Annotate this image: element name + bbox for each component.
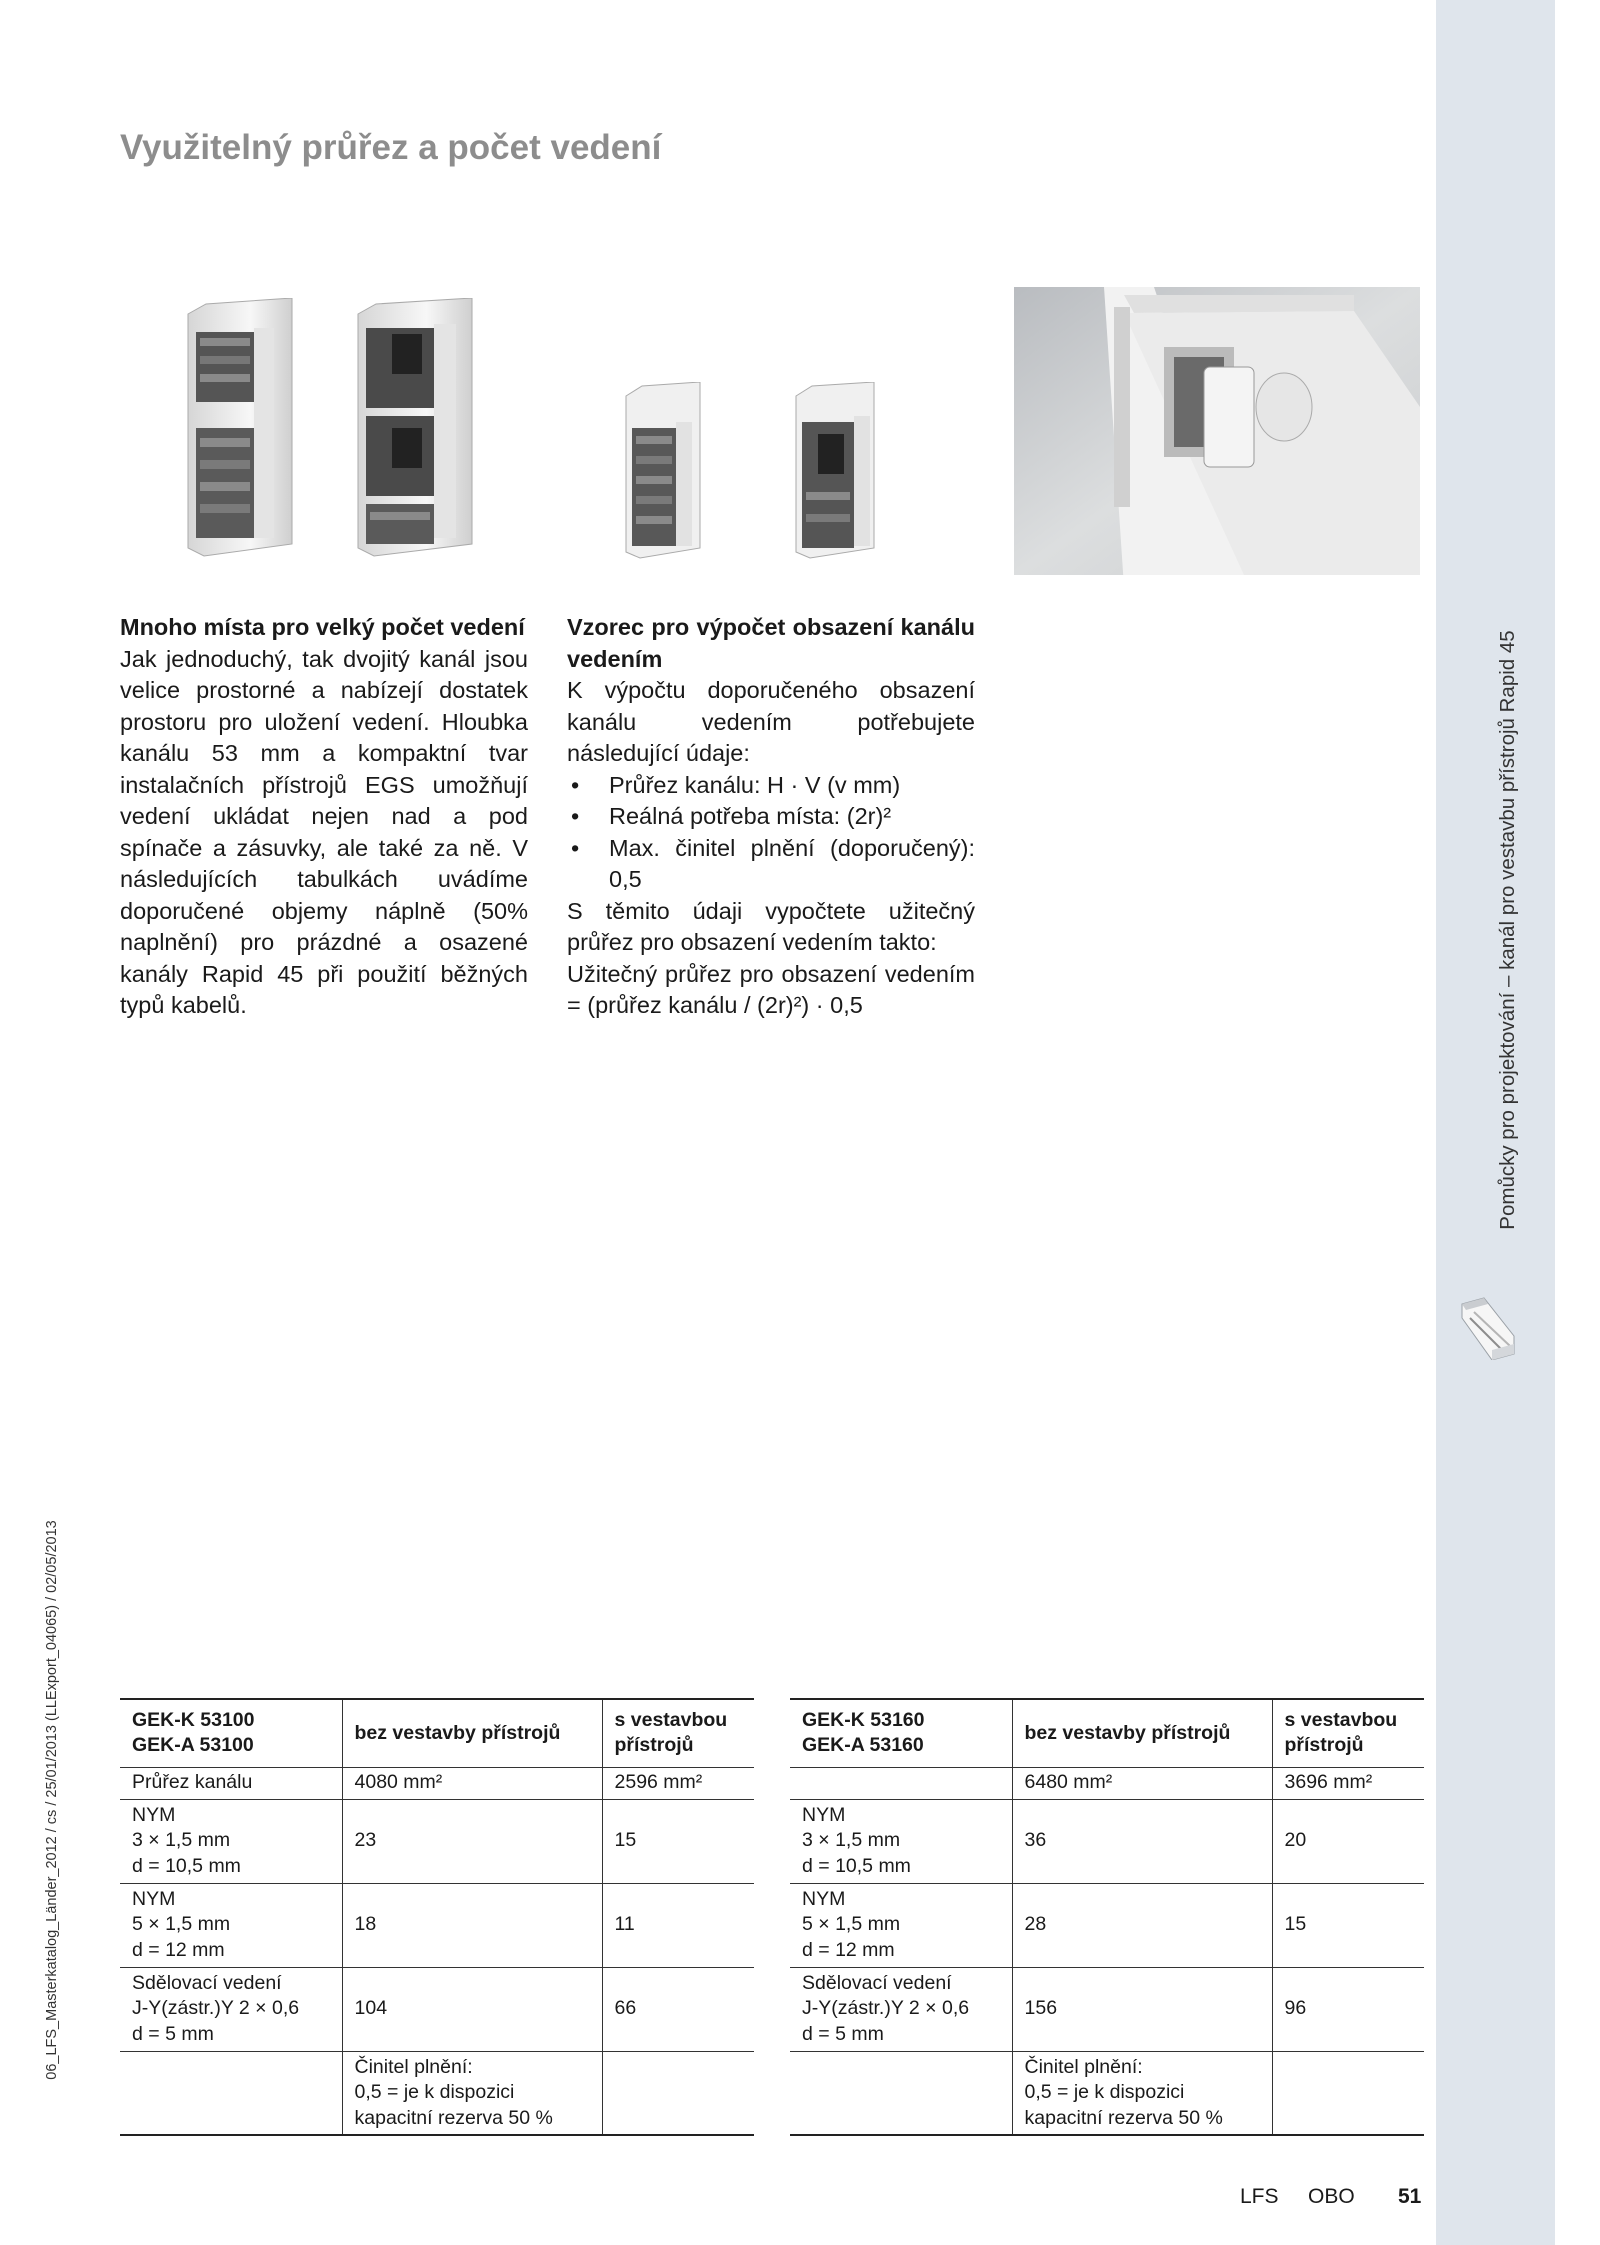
- table-row: [120, 1767, 754, 1799]
- table-cell: NYM 5 × 1,5 mm d = 12 mm: [802, 1887, 901, 1961]
- table-cell: 23: [342, 1799, 602, 1883]
- table-cell: [120, 2051, 342, 2135]
- capacity-table-53100: [120, 1698, 754, 2136]
- table-header-cell: bez vestavby přístrojů: [1012, 1699, 1272, 1767]
- table-cell: 96: [1272, 1967, 1424, 2051]
- table-cell: 156: [1012, 1967, 1272, 2051]
- table-cell: [602, 2051, 754, 2135]
- table-cell: 36: [1012, 1799, 1272, 1883]
- table-cell: 15: [1272, 1883, 1424, 1967]
- table-cell: Činitel plnění: 0,5 = je k dispozici kapacitní rezerva 50 %: [342, 2051, 602, 2135]
- list-item: • Max. činitel plnění (doporučený): 0,5: [567, 833, 975, 896]
- table-cell: Činitel plnění: 0,5 = je k dispozici kapacitní rezerva 50 %: [1012, 2051, 1272, 2135]
- table-row: [120, 1967, 754, 2051]
- col2-formula: Užitečný průřez pro obsazení vedením = (průřez kanálu / (2r)²) · 0,5: [567, 960, 975, 1018]
- table-cell: 4080 mm²: [342, 1767, 602, 1799]
- capacity-table-53160: [790, 1698, 1424, 2136]
- table-cell: 20: [1272, 1799, 1424, 1883]
- table-cell: 28: [1012, 1883, 1272, 1967]
- col1-body: Jak jednoduchý, tak dvojitý kanál jsou velice prostorné a nabízejí dostatek prostoru pro uložení vedení. Hloubka kanálu 53 mm a kompaktní tvar instalačních přístrojů EGS umožňují vedení ukládat nejen nad a pod spínače a zásuvky, ale také za ně. V následujících tabulkách uvádíme doporučené objemy náplně (50% naplnění) pro prázdné a osazené kanály Rapid 45 při použití běžných typů kabelů.: [120, 645, 528, 1018]
- double-channel-photo: [182, 298, 482, 560]
- table-cell: [790, 2051, 1012, 2135]
- list-item: • Průřez kanálu: H · V (v mm): [567, 770, 975, 802]
- table-header-cell: s vestavbou přístrojů: [602, 1699, 754, 1767]
- text-column-1: [120, 612, 528, 1022]
- table-row: [120, 1799, 754, 1883]
- table-cell: 15: [602, 1799, 754, 1883]
- col2-bullet-list: [567, 770, 975, 896]
- table-header-cell: GEK-K 53100 GEK-A 53100: [132, 1708, 255, 1757]
- file-meta: 06_LFS_Masterkatalog_Länder_2012 / cs / 25/01/2013 (LLExport_04065) / 02/05/2013: [44, 1520, 60, 2080]
- page-number: 51: [1398, 2185, 1422, 2208]
- page-title: Využitelný průřez a počet vedení: [120, 128, 662, 167]
- table-cell: NYM 3 × 1,5 mm d = 10,5 mm: [132, 1803, 241, 1877]
- list-item: • Reálná potřeba místa: (2r)²: [567, 801, 975, 833]
- table-cell: Sdělovací vedení J-Y(zástr.)Y 2 × 0,6 d = 5 mm: [132, 1971, 300, 2045]
- table-cell: 6480 mm²: [1012, 1767, 1272, 1799]
- table-row: [790, 1967, 1424, 2051]
- table-cell: Průřez kanálu: [132, 1771, 253, 1794]
- footer-brand-obo: OBO: [1308, 2185, 1355, 2208]
- footer-brand-lfs: LFS: [1240, 2185, 1279, 2208]
- table-cell: [1272, 2051, 1424, 2135]
- installed-channel-photo: [1014, 287, 1420, 575]
- table-cell: 2596 mm²: [602, 1767, 754, 1799]
- table-cell: 66: [602, 1967, 754, 2051]
- table-cell: NYM 3 × 1,5 mm d = 10,5 mm: [802, 1803, 911, 1877]
- table-cell: Sdělovací vedení J-Y(zástr.)Y 2 × 0,6 d = 5 mm: [802, 1971, 970, 2045]
- text-column-2: [567, 612, 975, 1022]
- table-header-cell: GEK-K 53160 GEK-A 53160: [802, 1708, 925, 1757]
- channel-thumbnail-icon: [1456, 1296, 1518, 1360]
- table-cell: 3696 mm²: [1272, 1767, 1424, 1799]
- table-header-cell: s vestavbou přístrojů: [1272, 1699, 1424, 1767]
- col1-heading: Mnoho místa pro velký počet vedení: [120, 614, 525, 640]
- table-row: [120, 1883, 754, 1967]
- table-row: [790, 2051, 1424, 2135]
- col2-intro: K výpočtu doporučeného obsazení kanálu vedením potřebujete následující údaje:: [567, 677, 975, 766]
- table-cell: 18: [342, 1883, 602, 1967]
- table-cell: 104: [342, 1967, 602, 2051]
- col2-text: S těmito údaji vypočtete užitečný průřez pro obsazení vedením takto:: [567, 897, 975, 955]
- single-channel-photo: [622, 382, 877, 560]
- table-row: [790, 1799, 1424, 1883]
- table-row: [120, 2051, 754, 2135]
- table-row: [790, 1883, 1424, 1967]
- table-cell: NYM 5 × 1,5 mm d = 12 mm: [132, 1887, 231, 1961]
- sidebar-section-label: Pomůcky pro projektování – kanál pro vestavbu přístrojů Rapid 45: [1496, 630, 1519, 1230]
- table-row: [790, 1767, 1424, 1799]
- table-cell: 11: [602, 1883, 754, 1967]
- table-header-cell: bez vestavby přístrojů: [342, 1699, 602, 1767]
- table-cell: [790, 1767, 1012, 1799]
- col2-heading: Vzorec pro výpočet obsazení kanálu vedením: [567, 614, 975, 672]
